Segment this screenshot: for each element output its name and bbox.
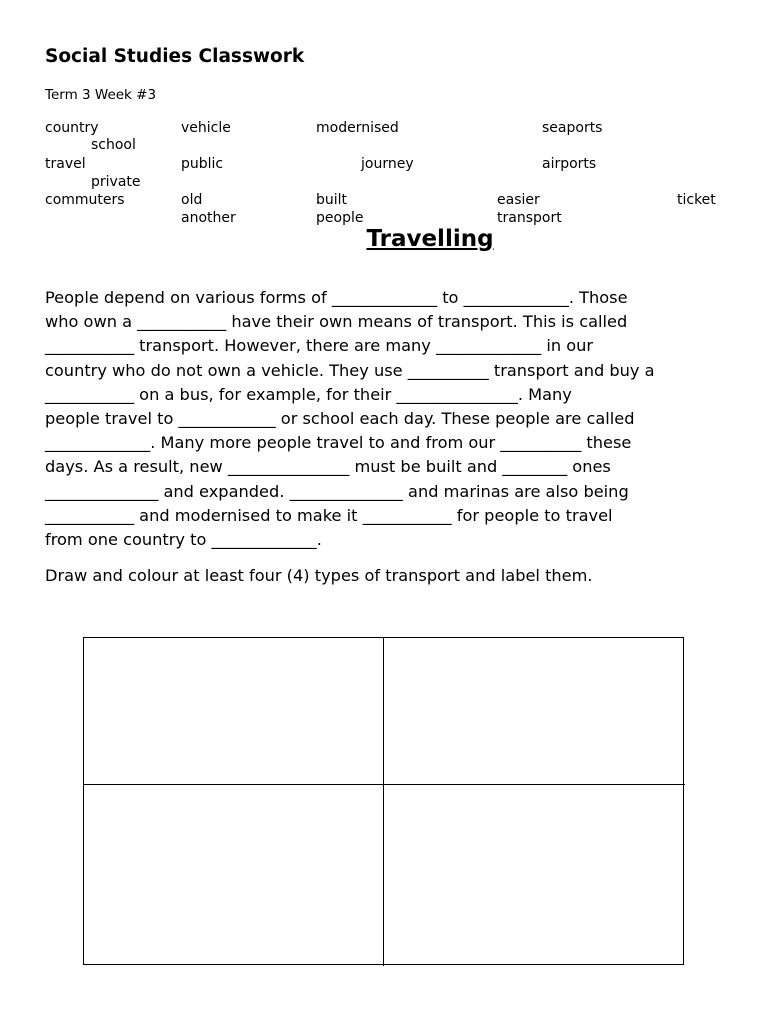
- term-week-label: Term 3 Week #3: [45, 87, 157, 103]
- page-title: Social Studies Classwork: [45, 46, 305, 67]
- word-bank-word: built: [316, 192, 348, 208]
- word-bank-word: public: [181, 156, 224, 172]
- word-bank-word: journey: [361, 156, 414, 172]
- word-bank-word: transport: [497, 210, 562, 226]
- paragraph-line: ___________ on a bus, for example, for their _______________. Many: [45, 384, 572, 404]
- drawing-grid: [83, 637, 684, 965]
- word-bank-word: airports: [542, 156, 597, 172]
- word-bank-word: people: [316, 210, 364, 226]
- paragraph-line: ___________ and modernised to make it ___________ for people to travel: [45, 505, 613, 525]
- drawing-box[interactable]: [84, 638, 384, 785]
- drawing-box[interactable]: [84, 785, 384, 966]
- word-bank-word: commuters: [45, 192, 125, 208]
- word-bank-word: seaports: [542, 120, 603, 136]
- paragraph-line: People depend on various forms of _____________ to _____________. Those: [45, 288, 628, 307]
- word-bank-word: another: [181, 210, 236, 226]
- paragraph-line: from one country to _____________.: [45, 530, 322, 550]
- paragraph-line: country who do not own a vehicle. They use __________ transport and buy a: [45, 360, 655, 380]
- word-bank-word: private: [91, 174, 141, 190]
- word-bank-word: travel: [45, 156, 86, 172]
- word-bank-word: easier: [497, 192, 540, 208]
- paragraph-line: people travel to ____________ or school each day. These people are called: [45, 409, 635, 429]
- paragraph-line: _____________. Many more people travel to and from our __________ these: [45, 433, 632, 453]
- paragraph-line: ______________ and expanded. ______________ and marinas are also being: [45, 481, 629, 501]
- word-bank-word: modernised: [316, 120, 399, 136]
- word-bank-word: ticket: [677, 192, 716, 208]
- paragraph-line: ___________ transport. However, there are many _____________ in our: [45, 336, 594, 356]
- section-heading: Travelling: [366, 226, 494, 252]
- drawing-instruction: Draw and colour at least four (4) types of transport and label them.: [45, 566, 593, 585]
- word-bank-word: country: [45, 120, 99, 136]
- cloze-paragraph: [45, 286, 735, 552]
- paragraph-line: days. As a result, new _______________ must be built and ________ ones: [45, 457, 611, 477]
- drawing-box[interactable]: [384, 785, 685, 966]
- word-bank-word: vehicle: [181, 120, 231, 136]
- paragraph-line: who own a ___________ have their own means of transport. This is called: [45, 312, 628, 332]
- word-bank-word: old: [181, 192, 203, 208]
- word-bank-word: school: [91, 137, 136, 153]
- drawing-box[interactable]: [384, 638, 685, 785]
